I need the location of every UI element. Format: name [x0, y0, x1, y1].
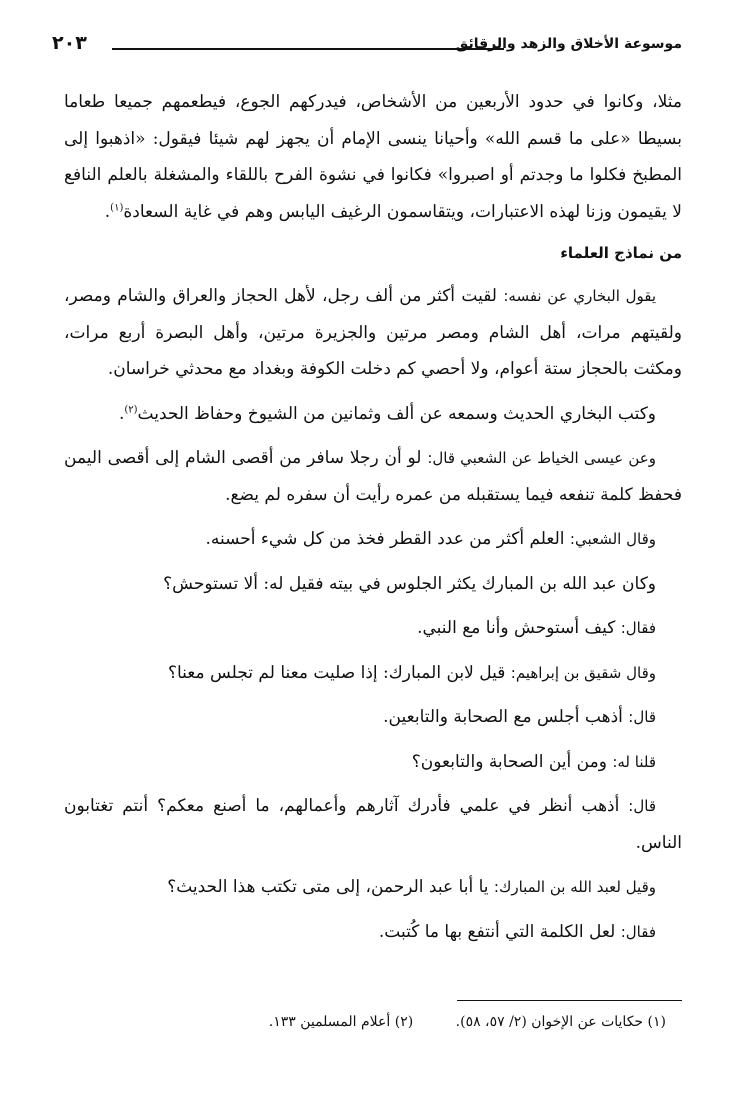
paragraph-9-text: أذهب أجلس مع الصحابة والتابعين.: [383, 707, 623, 727]
paragraph-4: [64, 440, 682, 513]
paragraph-6-text: وكان عبد الله بن المبارك يكثر الجلوس في بيته فقيل له: ألا تستوحش؟: [163, 573, 656, 594]
section-heading: من نماذج العلماء: [560, 244, 682, 262]
paragraph-5-text: العلم أكثر من عدد القطر فخذ من كل شيء أحسنه.: [205, 529, 565, 549]
paragraph-2-speaker: يقول البخاري عن نفسه:: [503, 287, 657, 305]
page-header: [52, 28, 682, 68]
paragraph-9-speaker: قال:: [628, 708, 656, 726]
paragraph-5-speaker: وقال الشعبي:: [569, 530, 656, 548]
footnote-ref-2: (٢): [124, 403, 138, 415]
paragraph-1-end: .: [104, 201, 111, 222]
paragraph-2-text: لقيت أكثر من ألف رجل، لأهل الحجاز والعراق والشام ومصر، ولقيتهم مرات، أهل الشام ومصر مرتين والجزيرة مرتين، وأهل البصرة أربع مرات، ومكثت بالحجاز ستة أعوام، ولا أحصي كم دخلت الكوفة وبغداد مع محدثي خراسان.: [64, 286, 682, 379]
paragraph-11-speaker: قال:: [628, 797, 656, 815]
paragraph-9: [64, 699, 682, 736]
footnote-2: (٢) أعلام المسلمين ١٣٣.: [268, 1014, 414, 1030]
paragraph-12: [64, 869, 682, 906]
paragraph-12-speaker: وقيل لعبد الله بن المبارك:: [493, 878, 656, 896]
paragraph-4-text: لو أن رجلا سافر من أقصى الشام إلى أقصى اليمن فحفظ كلمة تنفعه فيما يستقبله من عمره رأيت أن سفره لم يضع.: [64, 448, 682, 505]
paragraph-3: [64, 396, 682, 433]
paragraph-13-speaker: فقال:: [620, 922, 656, 941]
footnote-1: (١) حكايات عن الإخوان (٢/ ٥٧، ٥٨).: [455, 1014, 666, 1030]
paragraph-1: [64, 84, 682, 230]
paragraph-3-end: .: [118, 403, 125, 424]
paragraph-7-text: كيف أستوحش وأنا مع النبي.: [417, 618, 616, 638]
paragraph-13-text: لعل الكلمة التي أنتفع بها ما كُتبت.: [378, 921, 616, 942]
paragraph-8-speaker: وقال شقيق بن إبراهيم:: [510, 663, 656, 682]
paragraph-11: [64, 788, 682, 861]
paragraph-6: [64, 566, 682, 603]
paragraph-7: [64, 610, 682, 647]
paragraph-8: [64, 655, 682, 692]
paragraph-10-speaker: قلنا له:: [612, 752, 656, 771]
page-number: ٢٠٣: [52, 32, 87, 54]
paragraph-12-text: يا أبا عبد الرحمن، إلى متى تكتب هذا الحديث؟: [167, 877, 489, 897]
paragraph-10: [64, 744, 682, 781]
paragraph-8-text: قيل لابن المبارك: إذا صليت معنا لم تجلس معنا؟: [167, 662, 506, 683]
footnote-divider: [457, 1000, 682, 1001]
footnote-ref-1: (١): [110, 201, 124, 213]
paragraph-11-text: أذهب أنظر في علمي فأدرك آثارهم وأعمالهم، ما أصنع معكم؟ أنتم تغتابون الناس.: [64, 796, 682, 853]
paragraph-5: [64, 521, 682, 558]
paragraph-4-speaker: وعن عيسى الخياط عن الشعبي قال:: [427, 449, 657, 467]
paragraph-10-text: ومن أين الصحابة والتابعون؟: [411, 751, 607, 772]
footnotes: [64, 1014, 666, 1030]
page-body: [64, 84, 682, 958]
header-divider: [112, 48, 504, 50]
paragraph-2: [64, 278, 682, 388]
paragraph-7-speaker: فقال:: [620, 619, 656, 637]
paragraph-3-text: وكتب البخاري الحديث وسمعه عن ألف وثمانين من الشيوخ وحفاظ الحديث: [137, 403, 656, 424]
paragraph-13: [64, 914, 682, 951]
book-title: موسوعة الأخلاق والزهد والرقائق: [455, 36, 682, 52]
paragraph-1-text: مثلا، وكانوا في حدود الأربعين من الأشخاص، فيدركهم الجوع، فيطعمهم جميعا طعاما بسيطا «على ما قسم الله» وأحيانا ينسى الإمام أن يجهز لهم شيئا فيقول: «اذهبوا إلى المطبخ فكلوا ما وجدتم أو اصبروا» فكانوا في نشوة الفرح باللقاء والمشغلة بالعلم النافع لا يقيمون وزنا لهذه الاعتبارات، ويتقاسمون الرغيف اليابس وهم في غاية السعادة: [64, 92, 682, 222]
